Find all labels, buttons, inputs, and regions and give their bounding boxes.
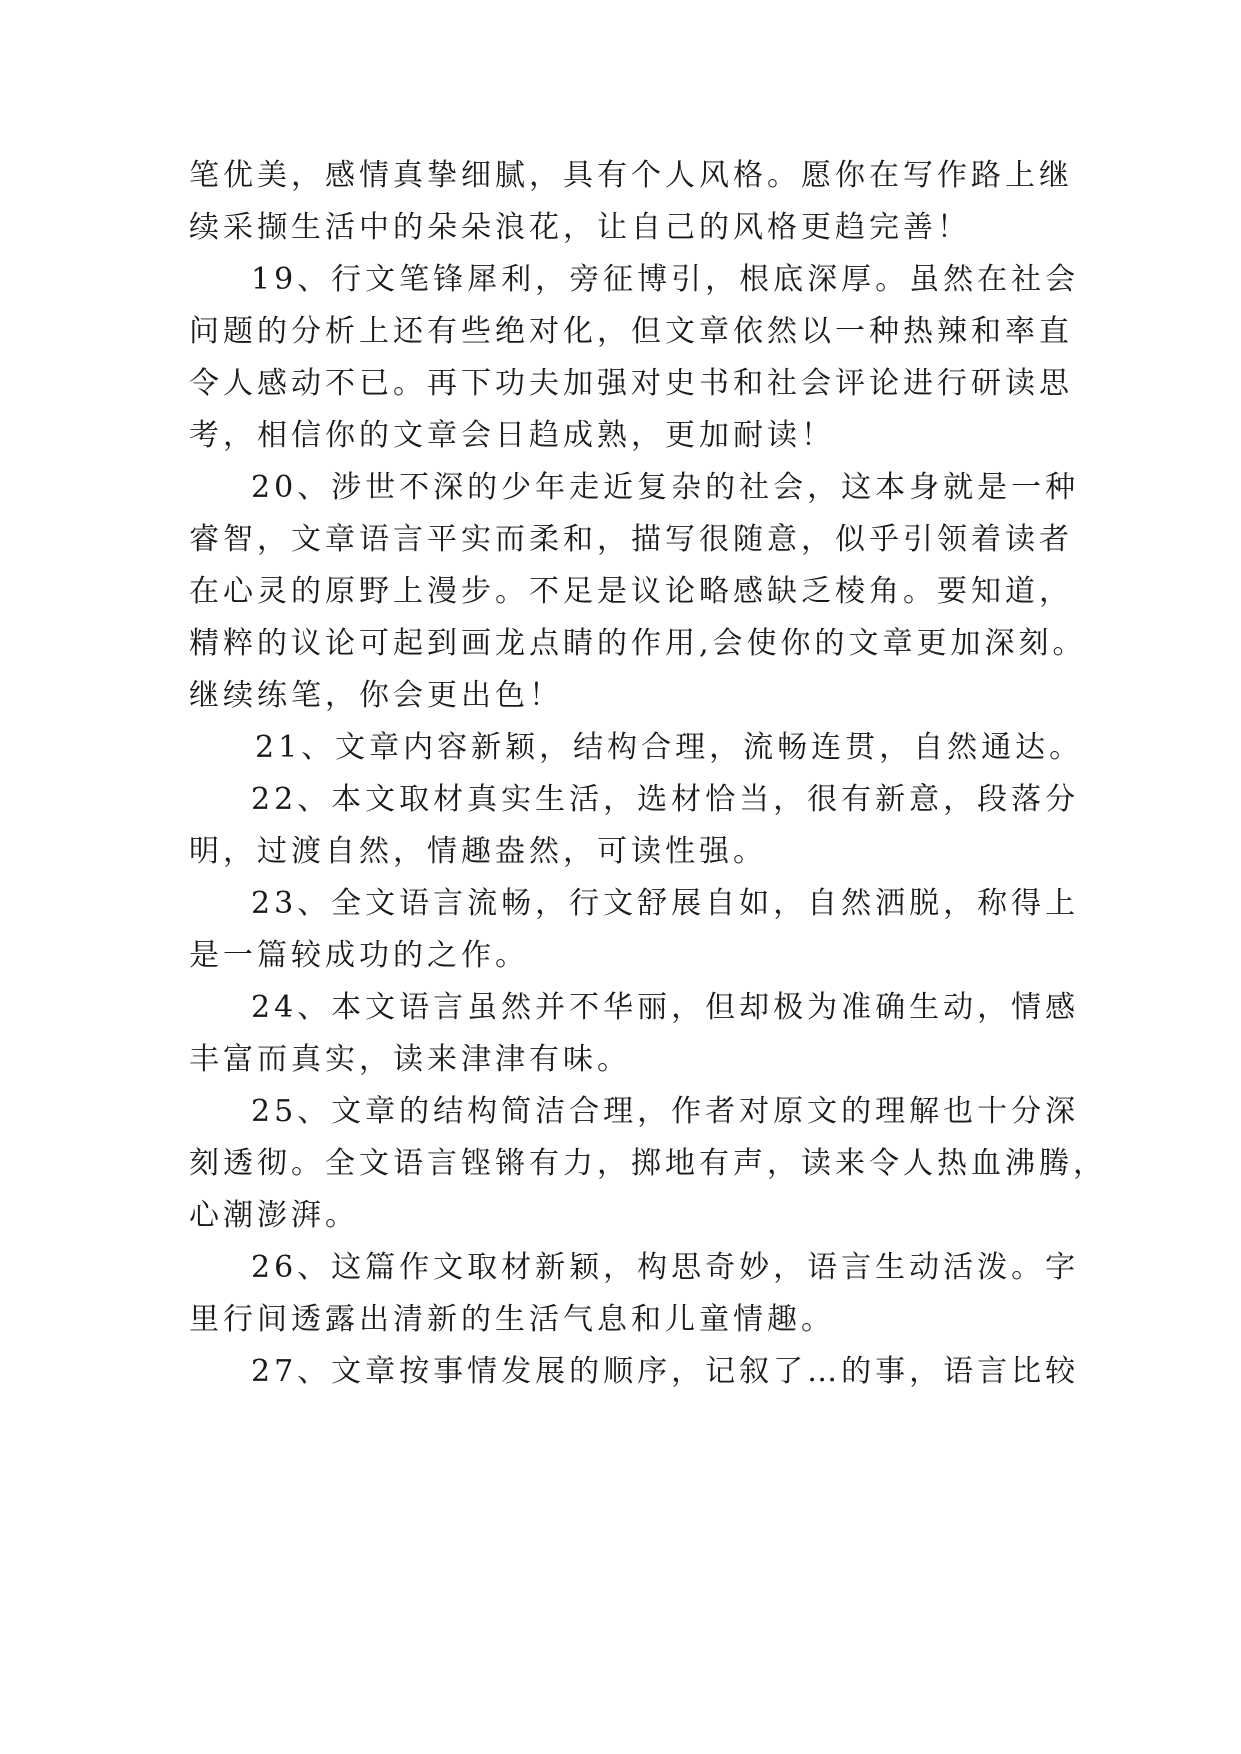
text-line: 心潮澎湃。 [189, 1198, 359, 1233]
comment-25: 25、文章的结构简洁合理，作者对原文的理解也十分深 [251, 1094, 1080, 1129]
text-line: 问题的分析上还有些绝对化，但文章依然以一种热辣和率直 [189, 314, 1073, 349]
comment-22: 22、本文取材真实生活，选材恰当，很有新意，段落分 [251, 782, 1080, 817]
text-line: 在心灵的原野上漫步。不足是议论略感缺乏棱角。要知道， [189, 574, 1073, 609]
text-line: 令人感动不已。再下功夫加强对史书和社会评论进行研读思 [189, 366, 1073, 401]
text-line: 刻透彻。全文语言铿锵有力，掷地有声，读来令人热血沸腾， [189, 1146, 1107, 1181]
text-line: 继续练笔，你会更出色！ [189, 678, 563, 713]
text-line: 明，过渡自然，情趣盎然，可读性强。 [189, 834, 767, 869]
comment-26: 26、这篇作文取材新颖，构思奇妙，语言生动活泼。字 [251, 1250, 1080, 1285]
text-line: 续采撷生活中的朵朵浪花，让自己的风格更趋完善！ [189, 210, 971, 245]
comment-24: 24、本文语言虽然并不华丽，但却极为准确生动，情感 [251, 990, 1080, 1025]
text-line: 睿智，文章语言平实而柔和，描写很随意，似乎引领着读者 [189, 522, 1073, 557]
text-line: 笔优美，感情真挚细腻，具有个人风格。愿你在写作路上继 [189, 158, 1073, 193]
text-line: 精粹的议论可起到画龙点睛的作用,会使你的文章更加深刻。 [189, 626, 1087, 661]
text-line: 里行间透露出清新的生活气息和儿童情趣。 [189, 1302, 835, 1337]
text-line: 是一篇较成功的之作。 [189, 938, 529, 973]
comment-27: 27、文章按事情发展的顺序，记叙了…的事，语言比较 [251, 1354, 1080, 1389]
comment-20: 20、涉世不深的少年走近复杂的社会，这本身就是一种 [251, 470, 1080, 505]
comment-23: 23、全文语言流畅，行文舒展自如，自然洒脱，称得上 [251, 886, 1080, 921]
comment-21: 21、文章内容新颖，结构合理，流畅连贯，自然通达。 [255, 730, 1084, 765]
text-line: 考，相信你的文章会日趋成熟，更加耐读！ [189, 418, 835, 453]
text-line: 丰富而真实，读来津津有味。 [189, 1042, 631, 1077]
comment-19: 19、行文笔锋犀利，旁征博引，根底深厚。虽然在社会 [251, 262, 1080, 297]
